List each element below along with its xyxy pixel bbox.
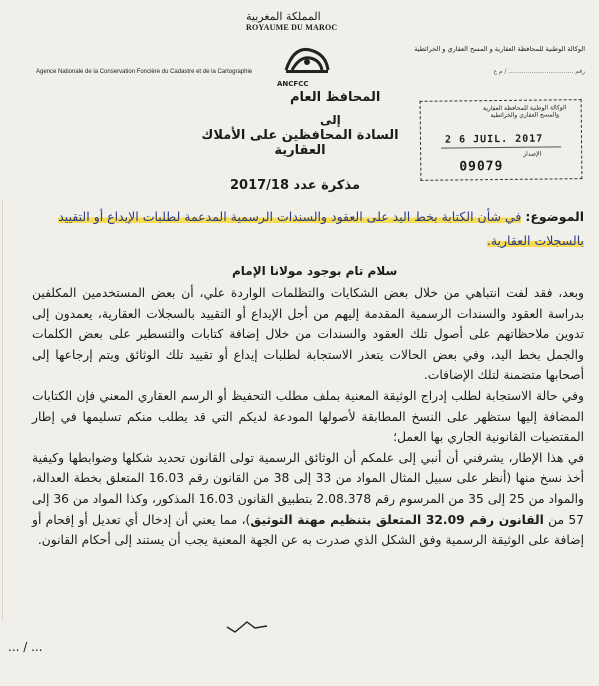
stamp-number: 09079 bbox=[459, 158, 504, 175]
subject-text: في شأن الكتابة بخط اليد على العقود والسندات الرسمية المدعمة لطلبات الإيداع أو التقييد بالسجلات العقارية. bbox=[58, 209, 584, 248]
paragraph-2: وفي حالة الاستجابة لطلب إدراج الوثيقة المعنية بملف مطلب التحفيظ أو الرسم العقاري المعني فإن الكتابات المضافة إليها ستظهر على النسخ المطابقة لأصولها المودعة لديكم التي قد يطلب منكم تسليمها في إطار المقتضيات القانونية الجاري بها العمل؛ bbox=[32, 388, 584, 445]
law-text-bold: القانون رقم 32.09 المتعلق بتنظيم مهنة التوثيق bbox=[250, 512, 544, 527]
stamp-header: الوكالة الوطنية للمحافظة العقارية والمسح العقاري والخرائطية bbox=[482, 104, 567, 120]
memo-body bbox=[32, 283, 584, 551]
page-continuation: ... / ... bbox=[8, 640, 43, 654]
law-text-before: في هذا الإطار، يشرفني أن أنبي إلى علمكم أن الوثائق الرسمية تولى القانون تحديد شكلها وضوابطها وكيفية أخذ نسخ منها (أنظر على سبيل المثال المواد من 33 إلى 38 من القانون رقم 16.03 المتعلق بخطة العدالة، والمواد من 25 إلى 35 من المرسوم رقم 2.08.378 بتطبيق القانون 16.03 المذكور، وكذا المواد من 36 إلى 57 من bbox=[32, 450, 585, 527]
memo-number: مذكرة عدد 2017/18 bbox=[230, 178, 361, 193]
stamp-date: 2 6 JUIL. 2017 bbox=[444, 133, 544, 146]
handwritten-tick-icon bbox=[225, 618, 269, 634]
agency-arabic: الوكالة الوطنية للمحافظة العقارية و المسح العقاري و الخرائطية bbox=[414, 45, 585, 53]
reference-line: رقم .................................. / م ع bbox=[493, 68, 585, 75]
greeting: سلام تام بوجود مولانا الإمام bbox=[232, 264, 398, 278]
logo-acronym: ANCFCC bbox=[277, 80, 309, 88]
paragraph-1: وبعد، فقد لفت انتباهي من خلال بعض الشكايات والتظلمات الواردة علي، أن بعض المستخدمين المكلفين بدراسة العقود والسندات الرسمية المقدمة إليهم من أجل الإيداع أو التقييد بالسجلات العقارية، يعمدون إلى تدوين ملاحظاتهم على أصول تلك العقود والسندات من خلال إضافة كتابات والتسطير على بعض الكلمات والجمل بخط اليد، وفي بعض الحالات يتعذر الاستجابة لطلبات إيداع أو تقييد تلك الوثائق ويتم إرجاعها إلى أصحابها متضمنة لتلك الإضافات. bbox=[32, 286, 584, 383]
law-text-after: )، مما يعني أن إدخال أي تعديل أو إقحام أو إضافة على الوثيقة الرسمية وفق الشكل الذي صدرت به عن الجهة المعنية يجب أن يستند إلى أحكام القانون. bbox=[32, 512, 584, 548]
recipients: السادة المحافظين على الأملاك العقارية bbox=[201, 128, 399, 158]
agency-french: Agence Nationale de la Conservation Foncière du Cadastre et de la Cartographie bbox=[36, 69, 253, 75]
stamp-label: الإصدار bbox=[523, 150, 542, 158]
subject bbox=[36, 205, 584, 253]
kingdom-arabic: المملكة المغربية bbox=[246, 10, 321, 23]
paragraph-3 bbox=[32, 448, 584, 551]
kingdom-french: ROYAUME DU MAROC bbox=[246, 23, 338, 32]
subject-label: الموضوع: bbox=[525, 209, 584, 224]
to-word: إلى bbox=[320, 113, 341, 127]
received-stamp bbox=[420, 99, 583, 181]
sender: المحافظ العام bbox=[290, 90, 381, 105]
ancfcc-logo-icon bbox=[280, 40, 334, 82]
scan-edge bbox=[2, 200, 3, 620]
stamp-divider bbox=[441, 146, 561, 148]
